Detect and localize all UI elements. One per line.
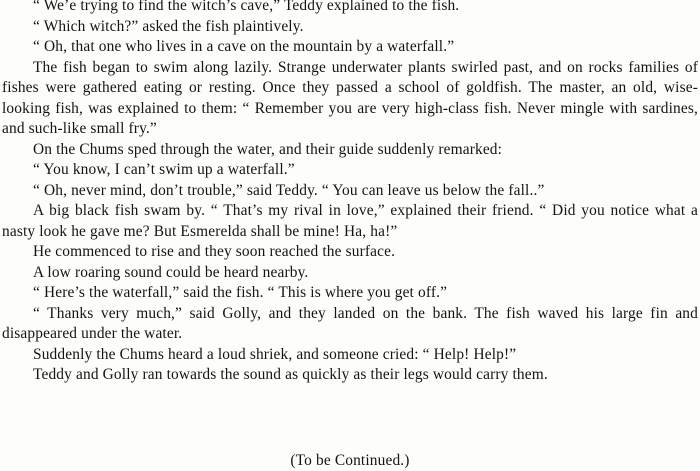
story-paragraph-4: The fish began to swim along lazily. Strange underwater plants swirled past, and on rocks families of fishes were gathered eating or resting. Once they passed a school of goldfish. The master, an old, wise-looking fish, was explained to them: “ Remember you are very high-class fish. Never mingle with sardines, and such-like small fry.” [2, 58, 698, 137]
story-paragraph-3: “ Oh, that one who lives in a cave on the mountain by a waterfall.” [33, 38, 455, 55]
story-paragraph-8: A big black fish swam by. “ That’s my rival in love,” explained their friend. “ Did you notice what a nasty look he gave me? But Esmerelda shall be mine! Ha, ha!” [2, 202, 698, 240]
story-paragraph-9: He commenced to rise and they soon reached the surface. [33, 243, 396, 260]
story-paragraph-11: “ Here’s the waterfall,” said the fish. “ This is where you get off.” [33, 284, 448, 301]
story-paragraph-12: “ Thanks very much,” said Golly, and they landed on the bank. The fish waved his large fin and disappeared under the water. [2, 304, 698, 342]
story-text [2, 0, 698, 386]
story-paragraph-1: “ We’e trying to find the witch’s cave,” Teddy explained to the fish. [33, 0, 460, 14]
story-paragraph-7: “ Oh, never mind, don’t trouble,” said Teddy. “ You can leave us below the fall..” [33, 181, 545, 199]
story-paragraph-2: “ Which witch?” asked the fish plaintively. [33, 17, 304, 35]
story-paragraph-14: Teddy and Golly ran towards the sound as quickly as their legs would carry them. [33, 366, 548, 383]
story-paragraph-10: A low roaring sound could be heard nearby. [33, 263, 309, 281]
story-paragraph-6: “ You know, I can’t swim up a waterfall.” [33, 161, 295, 178]
story-paragraph-5: On the Chums sped through the water, and their guide suddenly remarked: [33, 140, 503, 158]
story-paragraph-13: Suddenly the Chums heard a loud shriek, and someone cried: “ Help! Help!” [33, 345, 517, 363]
to-be-continued-footer: (To be Continued.) [290, 452, 410, 469]
